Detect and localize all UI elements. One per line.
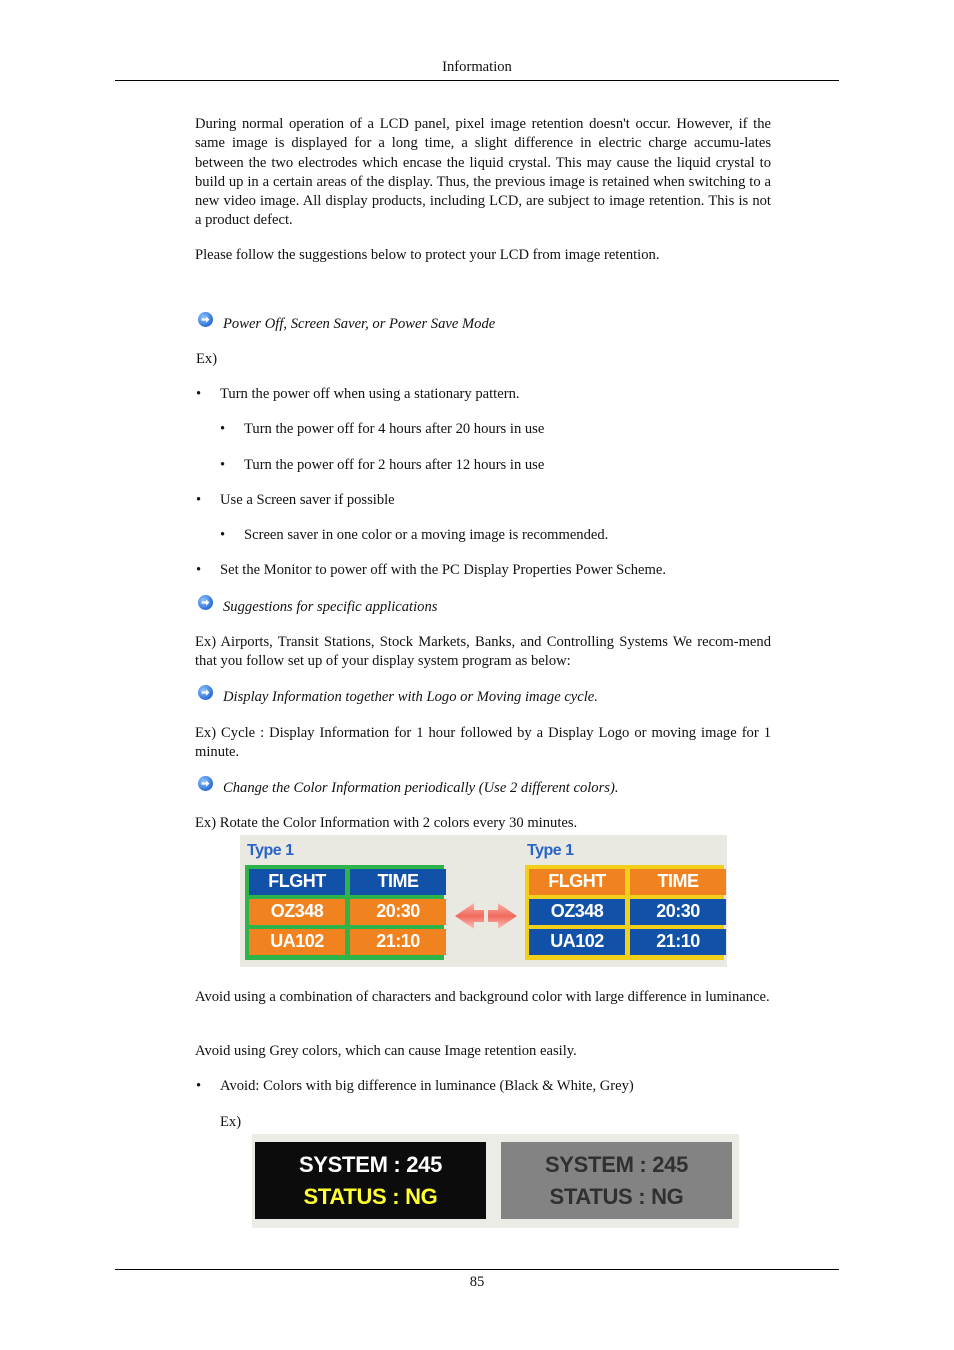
list-item: • Turn the power off for 2 hours after 12 hours in use [220, 456, 544, 475]
system-line: SYSTEM : 245 [544, 1151, 689, 1177]
section-heading-text: Suggestions for specific applications [223, 599, 438, 615]
type-label-left: Type 1 [247, 842, 294, 859]
list-item-text: Use a Screen saver if possible [220, 492, 395, 508]
suggestions-paragraph: Ex) Airports, Transit Stations, Stock Markets, Banks, and Controlling Systems We recom-mend that you follow set up of your display system program as below: [195, 634, 771, 670]
arrow-right-icon [198, 776, 213, 791]
list-item: • Screen saver in one color or a moving image is recommended. [220, 526, 608, 545]
type-label-right: Type 1 [527, 842, 574, 859]
list-item: • Turn the power off when using a stationary pattern. [196, 385, 520, 404]
footer-rule [115, 1269, 839, 1270]
section-heading-text: Change the Color Information periodically (Use 2 different colors). [223, 780, 619, 796]
board-cell: 21:10 [350, 929, 446, 955]
arrow-right-icon [198, 685, 213, 700]
board-cell: 21:10 [630, 929, 726, 955]
board-cell: UA102 [529, 929, 625, 955]
rotate-paragraph: Ex) Rotate the Color Information with 2 colors every 30 minutes. [195, 815, 578, 831]
intro-suggestion: Please follow the suggestions below to protect your LCD from image retention. [195, 247, 660, 263]
system-status-figure [252, 1134, 739, 1228]
list-item-text: Turn the power off for 2 hours after 12 hours in use [244, 457, 545, 473]
page-header-title: Information [442, 59, 512, 75]
board-cell: OZ348 [249, 899, 345, 925]
color-type-figure [240, 835, 727, 967]
section-heading-text: Display Information together with Logo or Moving image cycle. [223, 689, 598, 705]
board-cell: 20:30 [630, 899, 726, 925]
list-item-text: Avoid: Colors with big difference in luminance (Black & White, Grey) [220, 1078, 634, 1094]
board-cell: OZ348 [529, 899, 625, 925]
board-cell: TIME [350, 869, 446, 895]
section-heading-suggestions [198, 598, 437, 617]
section-heading-logo-cycle [198, 688, 598, 707]
list-item-text: Set the Monitor to power off with the PC Display Properties Power Scheme. [220, 562, 666, 578]
board-cell: UA102 [249, 929, 345, 955]
example-label: Ex) [196, 351, 218, 367]
arrow-right-icon [198, 595, 213, 610]
grey-paragraph: Avoid using Grey colors, which can cause Image retention easily. [195, 1043, 577, 1059]
list-item: • Set the Monitor to power off with the PC Display Properties Power Scheme. [196, 561, 666, 580]
section-heading-power-off [198, 315, 495, 334]
flight-board-green [245, 865, 444, 960]
list-item-text: Turn the power off for 4 hours after 20 hours in use [244, 421, 545, 437]
list-item: • Avoid: Colors with big difference in luminance (Black & White, Grey) [196, 1077, 634, 1096]
board-cell: 20:30 [350, 899, 446, 925]
header-rule [115, 80, 839, 81]
intro-paragraph: During normal operation of a LCD panel, pixel image retention doesn't occur. However, if the same image is displayed for a long time, a slight difference in electric charge accumu-lates between the two electrodes which encase the liquid crystal. This may cause the liquid crystal to build up in a certain areas of the display. Thus, the previous image is retained when switching to a new video image. All display products, including LCD, are subject to image retention. This is not a product defect. [195, 116, 771, 229]
board-cell: TIME [630, 869, 726, 895]
system-panel-black [255, 1142, 486, 1219]
status-line: STATUS : NG [303, 1183, 438, 1209]
board-cell: FLGHT [249, 869, 345, 895]
list-item-text: Turn the power off when using a stationary pattern. [220, 386, 520, 402]
system-line: SYSTEM : 245 [298, 1151, 443, 1177]
list-item: • Use a Screen saver if possible [196, 491, 395, 510]
section-heading-color-change [198, 779, 618, 798]
section-heading-text: Power Off, Screen Saver, or Power Save Mode [223, 316, 496, 332]
system-panel-grey [501, 1142, 732, 1219]
example-label: Ex) [220, 1114, 242, 1130]
list-item-text: Screen saver in one color or a moving image is recommended. [244, 527, 609, 543]
luminance-paragraph: Avoid using a combination of characters and background color with large difference in luminance. [195, 989, 770, 1005]
board-cell: FLGHT [529, 869, 625, 895]
cycle-paragraph: Ex) Cycle : Display Information for 1 hour followed by a Display Logo or moving image for 1 minute. [195, 725, 771, 761]
arrow-right-icon [198, 312, 213, 327]
status-line: STATUS : NG [549, 1183, 684, 1209]
list-item: • Turn the power off for 4 hours after 20 hours in use [220, 420, 544, 439]
page-number: 85 [469, 1274, 485, 1290]
double-arrow-icon [454, 901, 518, 931]
flight-board-yellow [525, 865, 724, 960]
